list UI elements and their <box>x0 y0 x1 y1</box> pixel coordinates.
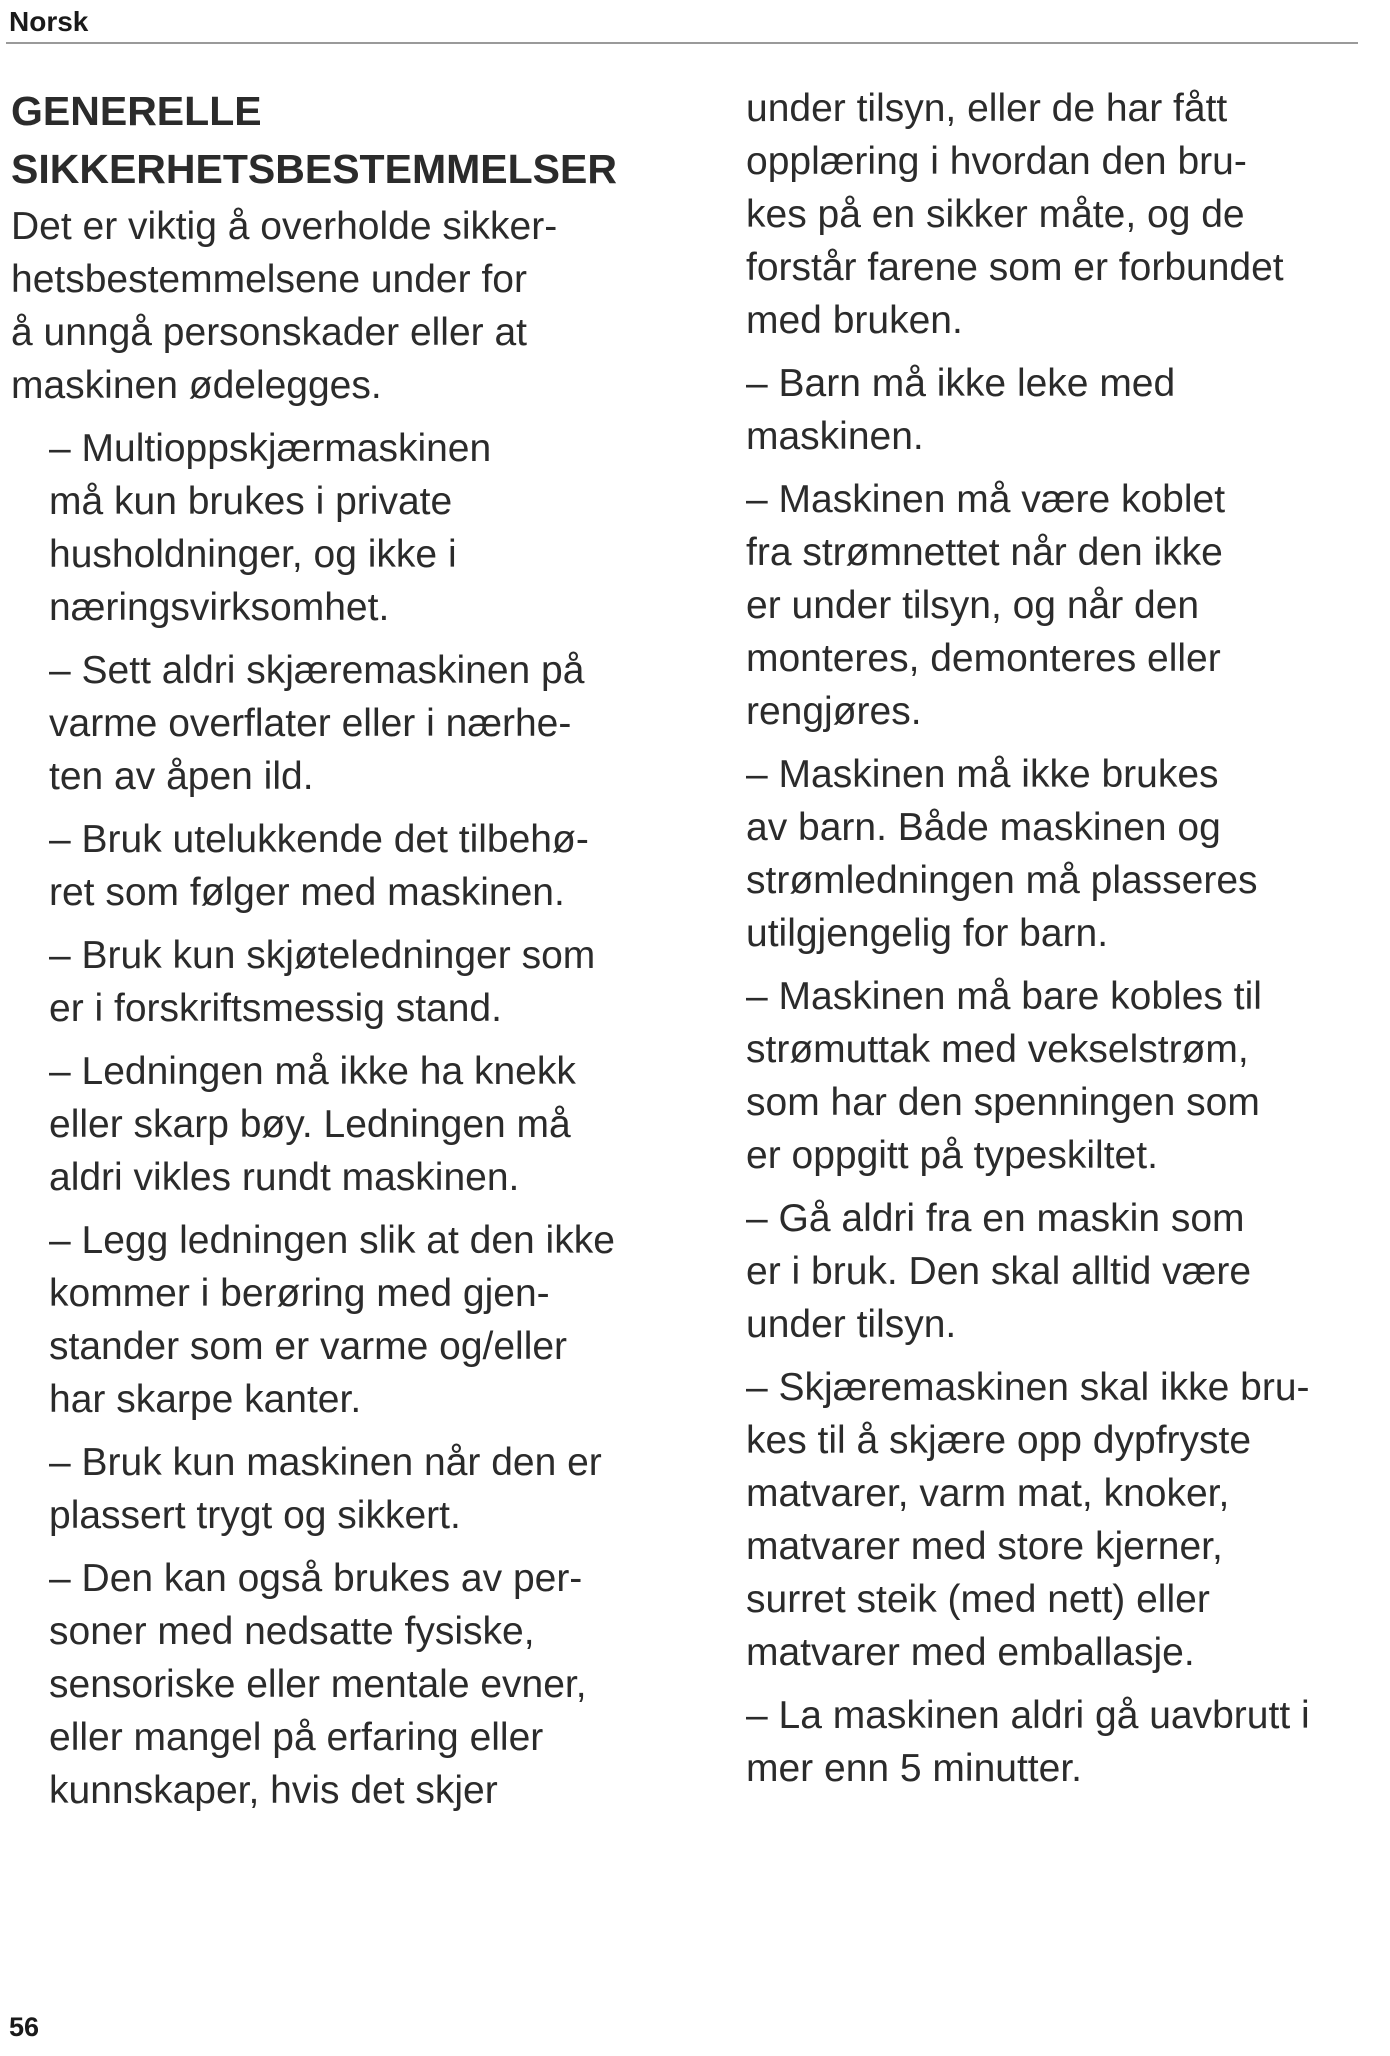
safety-item-line: aldri vikles rundt maskinen. <box>49 1156 520 1199</box>
safety-item <box>11 422 711 634</box>
safety-item-line: næringsvirksomhet. <box>49 586 390 629</box>
safety-item-line: rengjøres. <box>746 690 922 733</box>
safety-item-line: varme overflater eller i nærhe- <box>49 702 572 745</box>
safety-item-line: har skarpe kanter. <box>49 1378 362 1421</box>
safety-item <box>11 929 711 1035</box>
safety-item-line: – Multioppskjærmaskinen <box>49 427 492 470</box>
safety-item-line: eller skarp bøy. Ledningen må <box>49 1103 571 1146</box>
safety-item-line: plassert trygt og sikkert. <box>49 1494 461 1537</box>
safety-item-line: under tilsyn. <box>746 1303 957 1346</box>
safety-item <box>11 644 711 803</box>
safety-item-line: fra strømnettet når den ikke <box>746 531 1223 574</box>
safety-item-line: – Skjæremaskinen skal ikke bru- <box>746 1366 1310 1409</box>
intro-line: hetsbestemmelsene under for <box>11 258 527 301</box>
safety-item-line: maskinen. <box>746 415 924 458</box>
intro-paragraph <box>11 200 711 412</box>
right-column <box>746 82 1386 1795</box>
left-column <box>11 82 711 1817</box>
safety-item <box>746 357 1386 463</box>
safety-item <box>11 1045 711 1204</box>
safety-item-line: surret steik (med nett) eller <box>746 1578 1210 1621</box>
safety-item-line: må kun brukes i private <box>49 480 453 523</box>
safety-item-line: mer enn 5 minutter. <box>746 1747 1082 1790</box>
continuation-line: med bruken. <box>746 299 963 342</box>
safety-item-line: som har den spenningen som <box>746 1081 1260 1124</box>
safety-item <box>11 1436 711 1542</box>
safety-item-line: – Maskinen må ikke brukes <box>746 753 1219 796</box>
safety-item-line: – Barn må ikke leke med <box>746 362 1176 405</box>
safety-item-line: – Maskinen må være koblet <box>746 478 1226 521</box>
intro-line: maskinen ødelegges. <box>11 364 382 407</box>
safety-item-line: – Bruk kun maskinen når den er <box>49 1441 602 1484</box>
safety-item-line: er under tilsyn, og når den <box>746 584 1200 627</box>
safety-item-line: – La maskinen aldri gå uavbrutt i <box>746 1694 1310 1737</box>
safety-item-line: av barn. Både maskinen og <box>746 806 1221 849</box>
section-title <box>11 82 711 198</box>
safety-item-line: monteres, demonteres eller <box>746 637 1221 680</box>
safety-item-line: ten av åpen ild. <box>49 755 314 798</box>
page-number: 56 <box>9 2012 40 2042</box>
safety-item-line: er i bruk. Den skal alltid være <box>746 1250 1252 1293</box>
header-divider <box>6 42 1358 44</box>
safety-item-line: strømledningen må plasseres <box>746 859 1258 902</box>
section-title-line: SIKKERHETSBESTEMMELSER <box>11 146 617 192</box>
safety-item-line: kes til å skjære opp dypfryste <box>746 1419 1252 1462</box>
continuation-line: opplæring i hvordan den bru- <box>746 140 1247 183</box>
safety-item <box>746 970 1386 1182</box>
safety-item-line: er oppgitt på typeskiltet. <box>746 1134 1158 1177</box>
intro-line: å unngå personskader eller at <box>11 311 528 354</box>
section-title-line: GENERELLE <box>11 88 262 134</box>
safety-item-line: soner med nedsatte fysiske, <box>49 1610 535 1653</box>
left-safety-list <box>11 422 711 1817</box>
safety-item-line: ret som følger med maskinen. <box>49 871 565 914</box>
safety-item-line: stander som er varme og/eller <box>49 1325 568 1368</box>
safety-item-line: – Sett aldri skjæremaskinen på <box>49 649 585 692</box>
safety-item-line: – Bruk kun skjøteledninger som <box>49 934 596 977</box>
continuation-line: forstår farene som er forbundet <box>746 246 1284 289</box>
right-safety-list <box>746 357 1386 1795</box>
safety-item-line: er i forskriftsmessig stand. <box>49 987 502 1030</box>
safety-item-line: – Bruk utelukkende det tilbehø- <box>49 818 589 861</box>
safety-item <box>746 473 1386 738</box>
safety-item-line: – Legg ledningen slik at den ikke <box>49 1219 615 1262</box>
safety-item-line: kommer i berøring med gjen- <box>49 1272 550 1315</box>
continuation-paragraph <box>746 82 1386 347</box>
safety-item <box>746 748 1386 960</box>
safety-item-line: eller mangel på erfaring eller <box>49 1716 544 1759</box>
safety-item-line: – Gå aldri fra en maskin som <box>746 1197 1245 1240</box>
safety-item-line: kunnskaper, hvis det skjer <box>49 1769 498 1812</box>
safety-item-line: strømuttak med vekselstrøm, <box>746 1028 1249 1071</box>
safety-item-line: matvarer, varm mat, knoker, <box>746 1472 1230 1515</box>
safety-item <box>746 1192 1386 1351</box>
safety-item <box>11 1552 711 1817</box>
safety-item <box>11 813 711 919</box>
intro-line: Det er viktig å overholde sikker- <box>11 205 558 248</box>
safety-item-line: sensoriske eller mentale evner, <box>49 1663 587 1706</box>
safety-item-line: – Ledningen må ikke ha knekk <box>49 1050 576 1093</box>
safety-item-line: husholdninger, og ikke i <box>49 533 457 576</box>
header-language-label: Norsk <box>9 6 89 37</box>
safety-item <box>746 1361 1386 1679</box>
continuation-line: kes på en sikker måte, og de <box>746 193 1245 236</box>
safety-item-line: – Den kan også brukes av per- <box>49 1557 583 1600</box>
safety-item-line: – Maskinen må bare kobles til <box>746 975 1262 1018</box>
safety-item <box>11 1214 711 1426</box>
safety-item-line: matvarer med emballasje. <box>746 1631 1195 1674</box>
safety-item <box>746 1689 1386 1795</box>
continuation-line: under tilsyn, eller de har fått <box>746 87 1228 130</box>
safety-item-line: utilgjengelig for barn. <box>746 912 1109 955</box>
safety-item-line: matvarer med store kjerner, <box>746 1525 1223 1568</box>
